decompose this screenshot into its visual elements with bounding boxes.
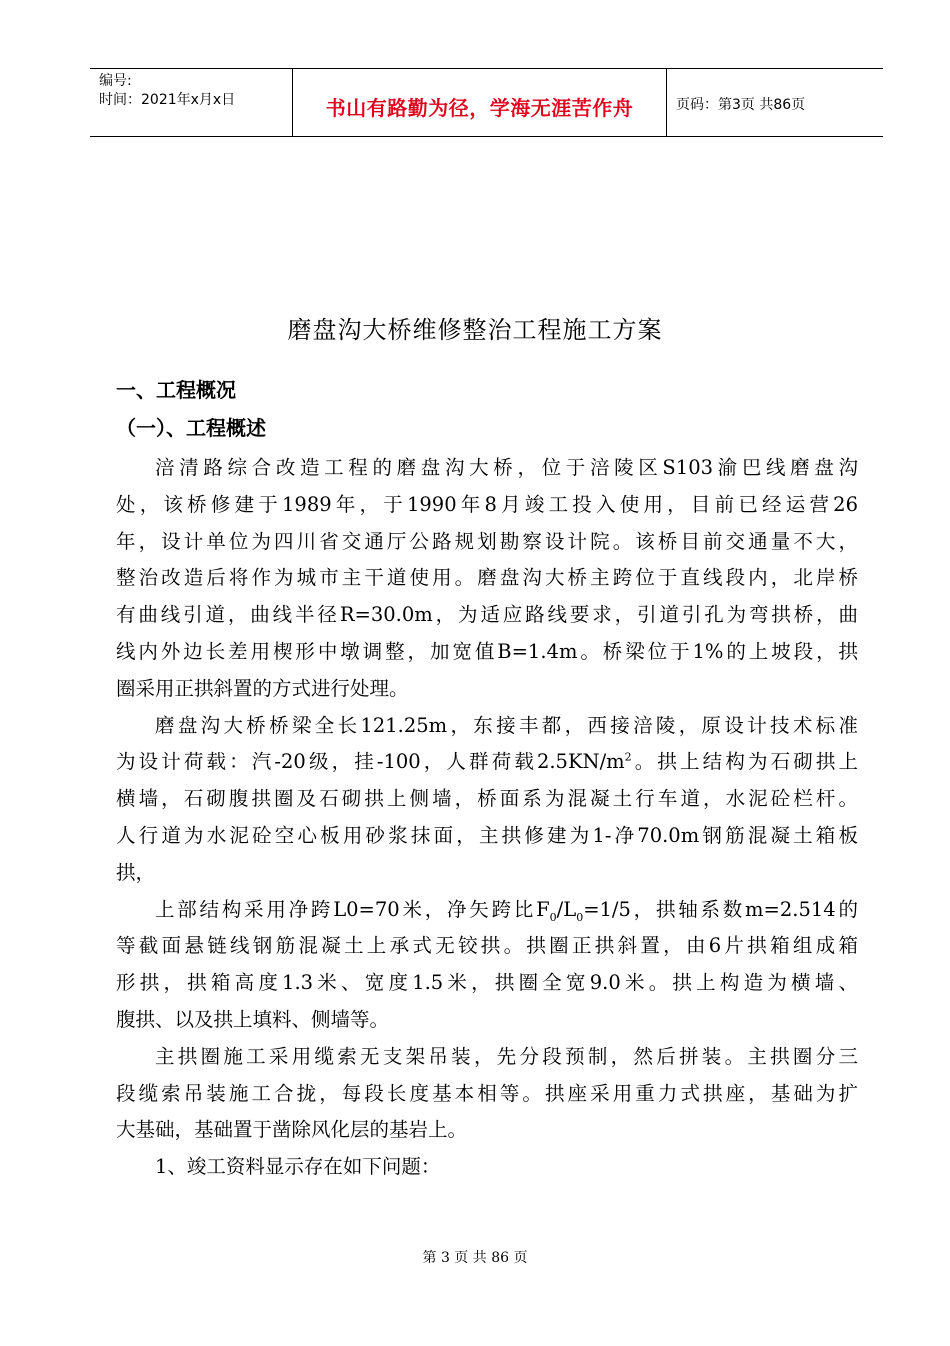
text-run: 。拱上结构为石砌拱上	[631, 750, 858, 774]
text-line: 横墙，石砌腹拱圈及石砌拱上侧墙，桥面系为混凝土行车道，水泥砼栏杆。	[116, 787, 858, 811]
text-line: 形拱，拱箱高度1.3米、宽度1.5米，拱圈全宽9.0米。拱上构造为横墙、	[116, 971, 858, 995]
text-line: 1、竣工资料显示存在如下问题：	[155, 1155, 441, 1179]
text-run: /L	[556, 897, 577, 921]
text-line: 涪清路综合改造工程的磨盘沟大桥，位于涪陵区S103渝巴线磨盘沟	[155, 456, 858, 479]
subsection-heading: （一）、工程概述	[116, 416, 266, 440]
text-line	[116, 892, 858, 929]
text-line: 线内外边长差用楔形中墩调整，加宽值B=1.4m。桥梁位于1%的上坡段，拱	[116, 639, 858, 663]
header-number: 编号:	[99, 73, 132, 89]
header-motto: 书山有路勤为径，学海无涯苦作舟	[325, 96, 634, 120]
paragraph-3	[116, 892, 858, 1039]
text-line: 年，设计单位为四川省交通厅公路规划勘察设计院。该桥目前交通量不大，	[116, 529, 858, 553]
paragraph-1	[116, 450, 858, 708]
page-footer: 第 3 页 共 86 页	[422, 1250, 528, 1266]
section-heading: 一、工程概况	[116, 378, 236, 402]
text-line: 段缆索吊装施工合拢，每段长度基本相等。拱座采用重力式拱座，基础为扩	[116, 1081, 858, 1105]
paragraph-4	[116, 1039, 858, 1149]
text-line: 腹拱、以及拱上填料、侧墙等。	[116, 1007, 390, 1031]
subscript: 0	[549, 910, 557, 924]
header-divider-right	[666, 68, 667, 137]
text-line: 大基础，基础置于凿除风化层的基岩上。	[116, 1118, 468, 1142]
text-run: =1/5，拱轴系数m=2.514的	[583, 897, 858, 921]
header-top-rule	[90, 68, 883, 69]
text-line: 磨盘沟大桥桥梁全长121.25m，东接丰都，西接涪陵，原设计技术标准	[155, 713, 858, 737]
header-meta	[99, 72, 235, 110]
header-page-info: 页码：第3页 共86页	[676, 97, 806, 113]
text-line	[116, 744, 858, 781]
subscript: 0	[576, 910, 584, 924]
text-line: 拱，	[116, 860, 156, 884]
document-title: 磨盘沟大桥维修整治工程施工方案	[287, 316, 663, 344]
paragraph-5	[116, 1149, 858, 1186]
text-line: 整治改造后将作为城市主干道使用。磨盘沟大桥主跨位于直线段内，北岸桥	[116, 566, 858, 590]
text-line: 等截面悬链线钢筋混凝土上承式无铰拱。拱圈正拱斜置，由6片拱箱组成箱	[116, 934, 858, 958]
text-line: 主拱圈施工采用缆索无支架吊装，先分段预制，然后拼装。主拱圈分三	[155, 1044, 858, 1068]
header-time: 时间：2021年x月x日	[99, 92, 236, 108]
paragraph-2	[116, 708, 858, 892]
text-run: 为设计荷载：汽-20级，挂-100，人群荷载2.5KN/m	[116, 750, 625, 774]
text-run: 上部结构采用净跨L0=70米，净矢跨比F	[155, 897, 550, 921]
header-bottom-rule	[90, 136, 883, 137]
document-body	[116, 450, 858, 1186]
text-line: 圈采用正拱斜置的方式进行处理。	[116, 676, 409, 700]
text-line: 有曲线引道，曲线半径R=30.0m，为适应路线要求，引道引孔为弯拱桥，曲	[116, 603, 858, 627]
text-line: 处，该桥修建于1989年，于1990年8月竣工投入使用，目前已经运营26	[116, 492, 858, 516]
superscript: 2	[624, 750, 632, 764]
text-line: 人行道为水泥砼空心板用砂浆抹面，主拱修建为1-净70.0m钢筋混凝土箱板	[116, 823, 858, 847]
